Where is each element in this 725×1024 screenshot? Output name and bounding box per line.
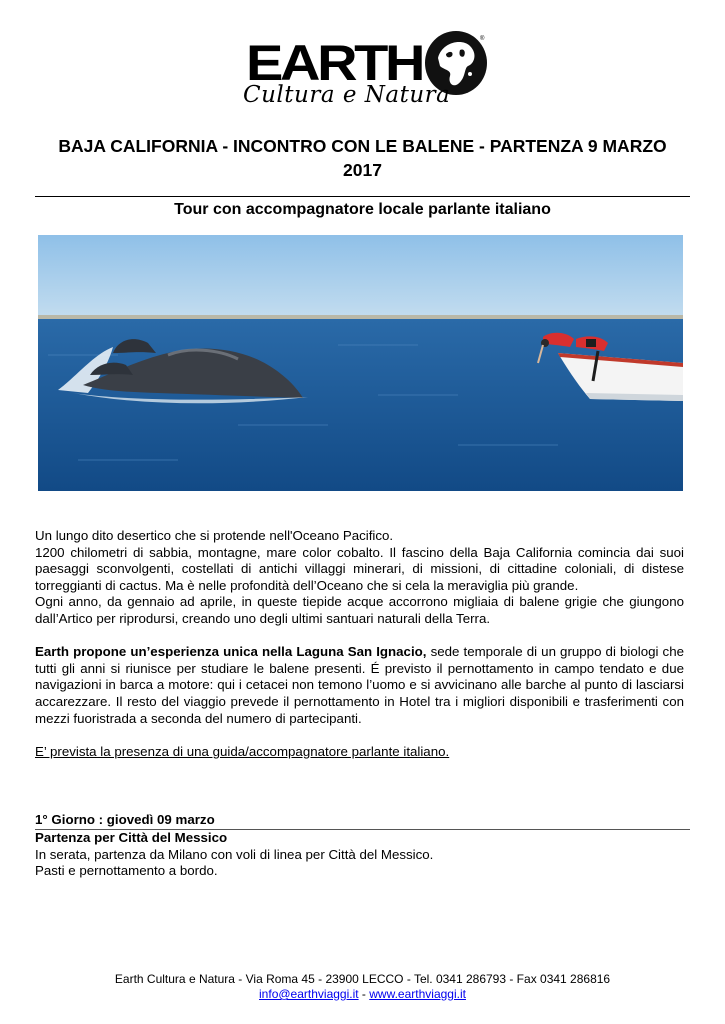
page-subtitle: Tour con accompagnatore locale parlante italiano <box>174 201 551 218</box>
footer-address: Earth Cultura e Natura - Via Roma 45 - 23900 LECCO - Tel. 0341 286793 - Fax 0341 286816 <box>114 972 611 986</box>
day-description: In serata, partenza da Milano con voli di linea per Città del Messico. <box>35 846 434 862</box>
whale-and-boat-photo <box>38 235 683 491</box>
day-title: Partenza per Città del Messico <box>35 830 228 845</box>
intro-paragraph: 1200 chilometri di sabbia, montagne, mare color cobalto. Il fascino della Baja California comincia dai suoi paesaggi sconvolgenti, costellati di antichi villaggi minerari, di missioni, di cittadine coloniali, di distese torreggianti di cactus. Ma è nelle profondità dell’Oceano che si cela la meraviglia più grande. <box>35 544 684 593</box>
registered-mark: ® <box>480 36 485 42</box>
day-heading: 1° Giorno : giovedì 09 marzo <box>35 812 215 827</box>
logo-wordmark: EARTH <box>246 35 423 91</box>
email-link[interactable]: info@earthviaggi.it <box>259 987 359 1001</box>
proposal-text: sede temporale di un gruppo di biologi che tutti gli anni si riunisce per studiare le balene presenti. É previsto il pernottamento in campo tendato e due navigazioni in barca a motore: qui i cetacei non temono l’uomo e si avvicinano alle barche al punto di lasciarsi accarezzare. Il resto del viaggio prevede il pernottamento in Hotel tra i migliori disponibili e trasferimenti con mezzi fuoristrada a seconda del numero di partecipanti. <box>35 644 684 726</box>
page-title: BAJA CALIFORNIA - INCONTRO CON LE BALENE - PARTENZA 9 MARZO 2017 <box>58 136 667 180</box>
intro-line: Un lungo dito desertico che si protende nell'Oceano Pacifico. <box>35 528 394 543</box>
guide-note: E’ prevista la presenza di una guida/accompagnatore parlante italiano. <box>35 744 450 759</box>
whales-paragraph: Ogni anno, da gennaio ad aprile, in queste tiepide acque accorrono migliaia di balene grigie che giungono dall’Artico per riprodursi, creando uno degli ultimi santuari naturali della Terra. <box>35 594 684 626</box>
logo-tagline: Cultura e Natura <box>243 82 451 108</box>
proposal-highlight: Earth propone un’esperienza unica nella Laguna San Ignacio, <box>35 644 427 660</box>
footer-separator: - <box>358 987 370 1001</box>
title-divider <box>35 196 690 197</box>
footer-links <box>35 987 690 1002</box>
website-link[interactable]: www.earthviaggi.it <box>369 987 466 1001</box>
day-meals: Pasti e pernottamento a bordo. <box>35 863 218 879</box>
footer <box>35 972 690 1002</box>
proposal-paragraph <box>35 644 684 727</box>
